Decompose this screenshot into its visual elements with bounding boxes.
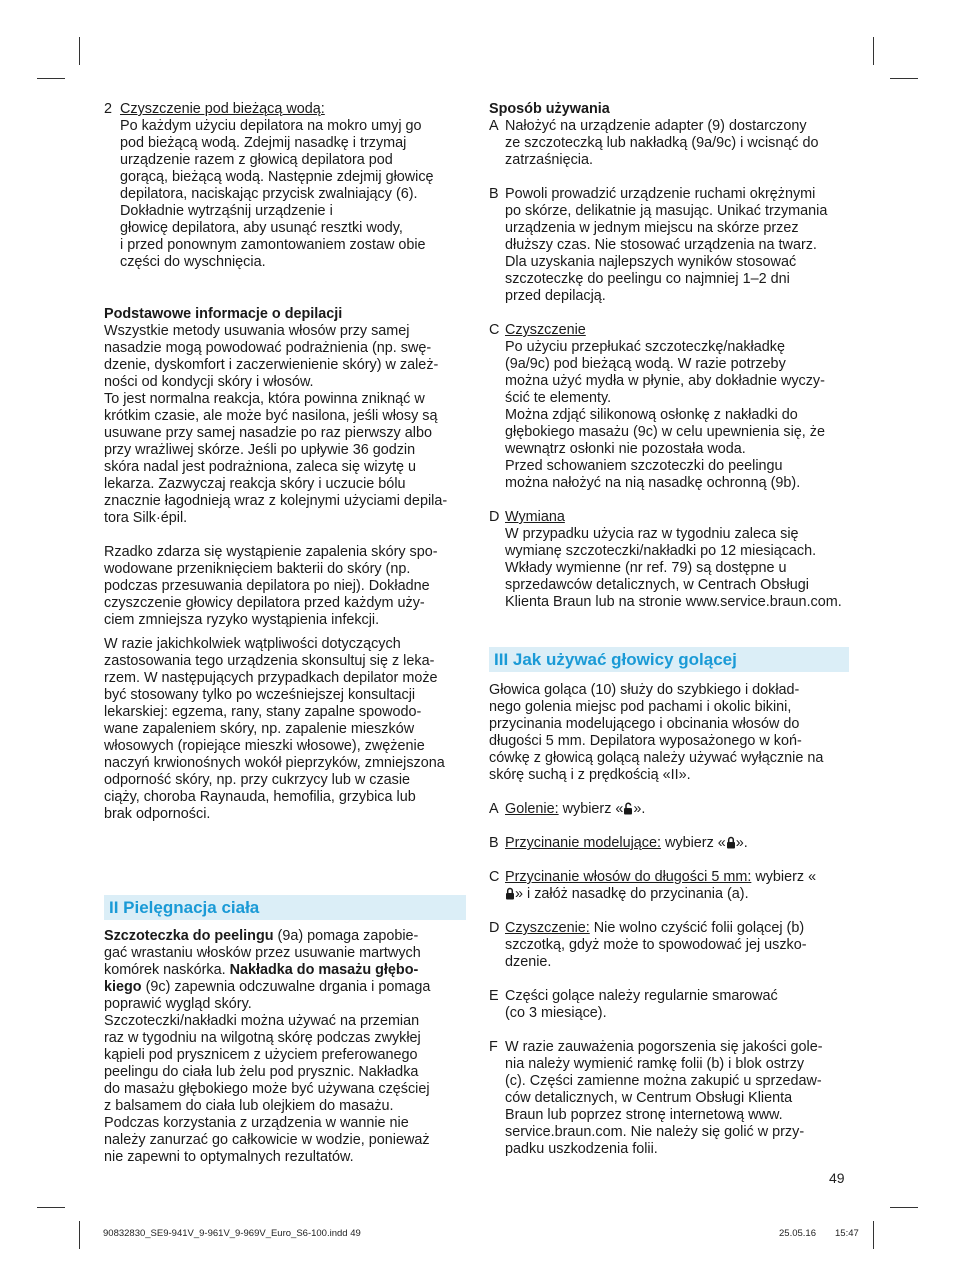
text-line: wewnątrz osłonki nie pozostała woda. [505, 441, 746, 457]
text-line: gorącą, bieżącą wodą. Następnie zdejmij głowicę [120, 169, 434, 185]
text-line: Braun lub poprzez stronę internetową www. [505, 1107, 783, 1123]
text-line [505, 835, 849, 852]
text-line: czyszczenie głowicy depilatora przed każdym uży- [104, 595, 425, 611]
text-line: odporność skóry, np. przy cukrzycy lub w czasie [104, 772, 411, 788]
text-line: wymianę szczoteczki/nakładki po 12 miesiącach. [505, 543, 817, 559]
crop-mark [890, 1207, 918, 1208]
basics-paragraph-1 [104, 323, 466, 527]
basics-heading: Podstawowe informacje o depilacji [104, 306, 343, 322]
text-line: To jest normalna reakcja, która powinna zniknąć w [104, 391, 425, 407]
text-span: komórek naskórka. [104, 962, 230, 978]
shaving-step-f [489, 1039, 849, 1158]
item-title: Wymiana [505, 509, 565, 525]
text-line: krótkim czasie, ale może być nasilona, jeśli włosy są [104, 408, 438, 424]
text-line: Wszystkie metody usuwania włosów przy samej [104, 323, 410, 339]
text-span: Nie wolno czyścić folii golącej (b) [589, 920, 805, 936]
item-title: Czyszczenie [505, 322, 586, 338]
text-line: lekarskiej: egzema, rany, stany zapalne spowodo- [104, 704, 422, 720]
text-line: dzenie. [505, 954, 552, 970]
shaving-step-c [489, 869, 849, 903]
text-line: długości 5 mm. Depilatora wyposażonego w koń- [489, 733, 802, 749]
text-line: naczyń krwionośnych wokół pieprzyków, zmniejszona [104, 755, 445, 771]
item-title: Przycinanie modelujące: [505, 835, 661, 851]
usage-step-d-replacement [489, 509, 849, 611]
bold-term: Szczoteczka do peelingu [104, 928, 274, 944]
text-line: szczotką, gdyż może to spowodować jej uszko- [505, 937, 807, 953]
text-line: kąpieli pod prysznicem z użyciem preferowanego [104, 1047, 418, 1063]
basics-paragraph-3 [104, 636, 466, 823]
text-line: padku uszkodzenia folii. [505, 1141, 658, 1157]
text-line: Rzadko zdarza się wystąpienie zapalenia skóry spo- [104, 544, 438, 560]
locked-icon [726, 836, 736, 849]
shaving-step-d [489, 920, 849, 971]
text-line: zatrzaśnięcia. [505, 152, 593, 168]
text-line: ze szczoteczką lub nakładką (9a/9c) i wcisnąć do [505, 135, 819, 151]
unlocked-icon [623, 802, 633, 815]
text-line: wodowane przeniknięciem bakterii do skóry (np. [104, 561, 411, 577]
text-line: dłuższy czas. Nie stosować urządzenia na twarz. [505, 237, 817, 253]
text-line: urządzenia w jednym miejscu na skórze przez [505, 220, 799, 236]
text-line: Po użyciu przepłukać szczoteczkę/nakładkę [505, 339, 785, 355]
text-line: Szczoteczki/nakładki można używać na przemian [104, 1013, 420, 1029]
item-marker: C [489, 869, 500, 885]
shaving-step-e [489, 988, 849, 1022]
item-marker: C [489, 322, 500, 338]
text-line: Dla uzyskania najlepszych wyników stosować [505, 254, 797, 270]
text-line: service.braun.com. Nie należy się golić w przy- [505, 1124, 805, 1140]
shaving-step-b [489, 835, 849, 852]
text-line: rzem. W następujących przypadkach depilator może [104, 670, 438, 686]
text-line: być stosowany tylko po wcześniejszej konsultacji [104, 687, 416, 703]
text-line [505, 920, 849, 937]
crop-mark [873, 1221, 874, 1249]
text-line: brak odporności. [104, 806, 211, 822]
text-line [505, 886, 849, 903]
item-title: Czyszczenie pod bieżącą wodą: [120, 101, 325, 117]
text-line: nia należy wymienić ramkę folii (b) i blok ostrzy [505, 1056, 805, 1072]
text-line: ciem zmniejsza ryzyko wystąpienia infekcji. [104, 612, 380, 628]
text-line: (c). Części zamienne można zakupić u sprzedaw- [505, 1073, 822, 1089]
text-line: przycinania modelującego i obcinania włosów do [489, 716, 800, 732]
left-column [104, 101, 466, 1166]
text-line: peelingu do ciała lub żelu pod prysznic. Nakładka [104, 1064, 419, 1080]
body-care-paragraph [104, 928, 466, 1166]
text-line: nie zapewni to optymalnych rezultatów. [104, 1149, 354, 1165]
text-line: W razie jakichkolwiek wątpliwości dotyczących [104, 636, 401, 652]
item-marker: A [489, 801, 499, 817]
item-marker: B [489, 835, 499, 851]
usage-step-c-cleaning [489, 322, 849, 492]
shaving-step-a [489, 801, 849, 818]
item-marker: F [489, 1039, 498, 1055]
item-marker: 2 [104, 101, 113, 117]
text-line: znacznie łagodnieją wraz z kolejnymi użyciami depila- [104, 493, 448, 509]
text-line: cówkę z głowicą golącą należy używać wyłącznie na [489, 750, 824, 766]
text-line: Nałożyć na urządzenie adapter (9) dostarczony [505, 118, 807, 134]
text-line: depilatora, naciskając przycisk zwalniający (6). [120, 186, 418, 202]
item-marker: B [489, 186, 499, 202]
usage-heading: Sposób używania [489, 101, 610, 117]
bold-term: Nakładka do masażu głębo- [229, 962, 419, 978]
text-line: W razie zauważenia pogorszenia się jakości gole- [505, 1039, 823, 1055]
right-column [489, 101, 849, 1158]
text-line: wane zapaleniem skóry, np. zapalenie mieszków [104, 721, 415, 737]
text-span: » i załóż nasadkę do przycinania (a). [515, 886, 749, 902]
page-number: 49 [829, 1170, 845, 1186]
text-line: tora Silk·épil. [104, 510, 188, 526]
text-line: skórę suchą i z prędkością «II». [489, 767, 691, 783]
bold-term: kiego [104, 979, 142, 995]
text-line: (9a/9c) pod bieżącą wodą. W razie potrzeby [505, 356, 786, 372]
text-span: wybierz « [558, 801, 624, 817]
item-body [120, 118, 466, 271]
text-line [104, 962, 466, 979]
text-span: (9a) pomaga zapobie- [273, 928, 419, 944]
item-title: Czyszczenie: [505, 920, 590, 936]
text-line: do masażu głębokiego może być używana częściej [104, 1081, 430, 1097]
text-line: głowicę depilatora, aby usunąć resztki wody, [120, 220, 403, 236]
locked-icon [505, 887, 515, 900]
text-span: wybierz « [751, 869, 817, 885]
crop-mark [79, 37, 80, 65]
text-line: skóra nadal jest podrażniona, zaleca się wizytę u [104, 459, 416, 475]
text-line: podczas przesuwania depilatora po niej). Dokładne [104, 578, 430, 594]
text-line: szczoteczkę do peelingu co najmniej 1–2 dni [505, 271, 790, 287]
text-span: wybierz « [660, 835, 726, 851]
text-line: Przed schowaniem szczoteczki do peelingu [505, 458, 783, 474]
text-line: dzenie, dyskomfort i zaczerwienienie skóry) w zależ- [104, 357, 439, 373]
usage-step-a [489, 118, 849, 169]
text-line: ścić te elementy. [505, 390, 612, 406]
text-line: raz w tygodniu na wilgotną skórę podczas zwykłej [104, 1030, 421, 1046]
text-line: i przed ponownym zamontowaniem zostaw obie [120, 237, 426, 253]
text-line: głębokiego masażu (9c) w celu upewnienia się, że [505, 424, 825, 440]
text-line: Dokładnie wytrząśnij urządzenie i [120, 203, 333, 219]
crop-mark [890, 78, 918, 79]
text-line [104, 979, 466, 996]
item-marker: E [489, 988, 499, 1004]
text-line: lekarza. Zazwyczaj reakcja skóry i uczucie bólu [104, 476, 406, 492]
text-line: sprzedawców detalicznych, w Centrach Obsługi [505, 577, 809, 593]
text-line: zastosowania tego urządzenia skonsultuj się z leka- [104, 653, 435, 669]
text-line: Powoli prowadzić urządzenie ruchami okrężnymi [505, 186, 816, 202]
crop-mark [873, 37, 874, 65]
usage-step-b [489, 186, 849, 305]
text-line: można użyć mydła w płynie, aby dokładnie wyczy- [505, 373, 825, 389]
text-line: Części golące należy regularnie smarować [505, 988, 778, 1004]
crop-mark [37, 78, 65, 79]
text-line: z balsamem do ciała lub olejkiem do masażu. [104, 1098, 394, 1114]
text-line: po skórze, delikatnie ją masując. Unikać trzymania [505, 203, 828, 219]
text-line: ności od kondycji skóry i włosów. [104, 374, 314, 390]
item-marker: A [489, 118, 499, 134]
text-line: części do wyschnięcia. [120, 254, 266, 270]
text-line: urządzenie razem z głowicą depilatora pod [120, 152, 393, 168]
text-line: należy zanurzać go całkowicie w wodzie, ponieważ [104, 1132, 430, 1148]
item-marker: D [489, 509, 500, 525]
footer-file-info: 90832830_SE9-941V_9-961V_9-969V_Euro_S6-100.indd 49 [103, 1228, 361, 1239]
shaving-head-intro [489, 682, 849, 784]
text-line: ców detalicznych, w Centrum Obsługi Klienta [505, 1090, 793, 1106]
text-line: pod bieżącą wodą. Zdejmij nasadkę i trzymaj [120, 135, 407, 151]
text-line: można nałożyć na nią nasadkę ochronną (9b). [505, 475, 801, 491]
item-marker: D [489, 920, 500, 936]
text-line: przy wrażliwej skórze. Jeśli po upływie 36 godzin [104, 442, 416, 458]
item-title: Przycinanie włosów do długości 5 mm: [505, 869, 752, 885]
text-line: Głowica goląca (10) służy do szybkiego i dokład- [489, 682, 800, 698]
text-line: Wkłady wymienne (nr ref. 79) są dostępne u [505, 560, 787, 576]
text-line: gać wrastaniu włosków przez usuwanie martwych [104, 945, 421, 961]
footer-time: 15:47 [835, 1228, 859, 1239]
text-line: Klienta Braun lub na stronie www.service.braun.com. [505, 594, 842, 610]
crop-mark [37, 1207, 65, 1208]
item-title: Golenie: [505, 801, 559, 817]
text-line [505, 801, 849, 818]
text-line: nego golenia miejsc pod pachami i okolic bikini, [489, 699, 792, 715]
text-line: (co 3 miesiące). [505, 1005, 607, 1021]
text-line: Podczas korzystania z urządzenia w wannie nie [104, 1115, 409, 1131]
text-line: Po każdym użyciu depilatora na mokro umyj go [120, 118, 422, 134]
text-line: ciąży, choroba Raynauda, hemofilia, grzybica lub [104, 789, 416, 805]
basics-paragraph-2 [104, 544, 466, 629]
text-line: nasadzie mogą powodować podrażnienia (np. swę- [104, 340, 432, 356]
text-line: Można zdjąć silikonową osłonkę z nakładki do [505, 407, 798, 423]
section-title-shaving-head: III Jak używać głowicy golącej [489, 647, 849, 672]
text-line: poprawić wygląd skóry. [104, 996, 252, 1012]
text-span: ». [633, 801, 646, 817]
text-line: usuwane przy samej nasadzie po raz pierwszy albo [104, 425, 432, 441]
section-title-body-care: II Pielęgnacja ciała [104, 895, 466, 920]
text-line [505, 869, 849, 886]
cleaning-under-water-item [104, 101, 466, 271]
text-line [104, 928, 466, 945]
footer-date: 25.05.16 [779, 1228, 816, 1239]
text-line: W przypadku użycia raz w tygodniu zaleca się [505, 526, 799, 542]
text-line: włosowych (ropiejące mieszki włosowe), zwężenie [104, 738, 425, 754]
crop-mark [79, 1221, 80, 1249]
text-span: ». [735, 835, 748, 851]
text-line: przed depilacją. [505, 288, 606, 304]
text-span: (9c) zapewnia odczuwalne drgania i pomaga [141, 979, 431, 995]
